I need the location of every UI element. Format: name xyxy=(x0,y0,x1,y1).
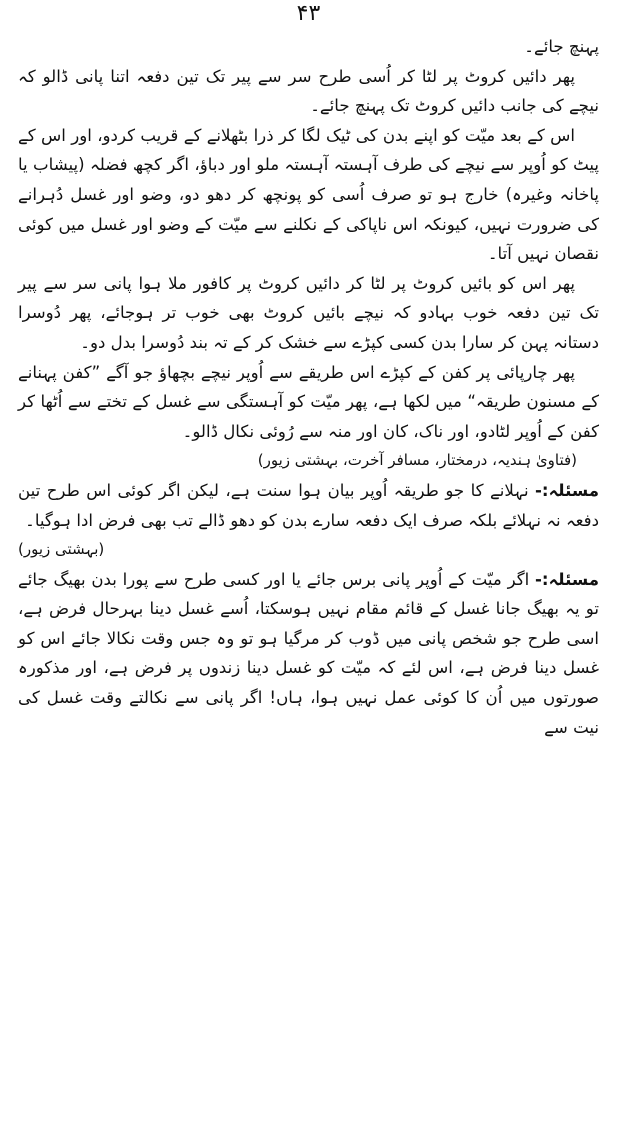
page-body xyxy=(18,32,599,742)
paragraph-1: پہنچ جائے۔ xyxy=(524,37,599,56)
masala-1 xyxy=(18,476,599,565)
paragraph-4: پھر اس کو بائیں کروٹ پر لٹا کر دائیں کروٹ پر کافور ملا ہوا پانی سر سے پیر تک تین دفعہ خوب بہادو کہ نیچے بائیں کروٹ بھی خوب تر ہوجائے، پھر دُوسرا دستانہ پہن کر سارا بدن کسی کپڑے سے خشک کر کے تہ بند دُوسرا بدل دو۔ xyxy=(18,273,599,352)
paragraph-5: پھر چارپائی پر کفن کے کپڑے اس طریقے سے اُوپر نیچے بچھاؤ جو آگے ”کفن پہنانے کے مسنون طریقہ“ میں لکھا ہے، پھر میّت کو آہستگی سے غسل کے تختے سے اُٹھا کر کفن کے اُوپر لٹادو، اور ناک، کان اور منہ سے رُوئی نکال ڈالو۔ xyxy=(18,362,599,441)
masala-2 xyxy=(18,565,599,743)
masala-1-text: نہلانے کا جو طریقہ اُوپر بیان ہوا سنت ہے، لیکن اگر کوئی اس طرح تین دفعہ نہ نہلائے بلکہ صرف ایک دفعہ سارے بدن کو دھو ڈالے تب بھی فرض ادا ہوگیا۔ xyxy=(18,480,599,530)
page-number: ۴۳ xyxy=(296,1,321,26)
masala-1-source: (بہشتی زیور) xyxy=(18,540,105,559)
paragraph-2: پھر دائیں کروٹ پر لٹا کر اُسی طرح سر سے پیر تک تین دفعہ اتنا پانی ڈالو کہ نیچے کی جانب دائیں کروٹ تک پہنچ جائے۔ xyxy=(18,66,599,116)
masala-1-label: مسئلہ:- xyxy=(535,480,599,500)
source-reference-1: (فتاویٰ ہندیہ، درمختار، مسافر آخرت، بہشتی زیور) xyxy=(257,451,577,470)
paragraph-3: اس کے بعد میّت کو اپنے بدن کی ٹیک لگا کر ذرا بٹھلانے کے قریب کردو، اور اس کے پیٹ کو اُوپر سے نیچے کی طرف آہستہ آہستہ ملو اور دباؤ، اگر کچھ فضلہ (پیشاب یا پاخانہ وغیرہ) خارج ہو تو صرف اُسی کو پونچھ کر دھو دو، وضو اور غسل دُہرانے کی ضرورت نہیں، کیونکہ اس ناپاکی کے نکلنے سے میّت کے وضو اور غسل میں کوئی نقصان نہیں آتا۔ xyxy=(18,125,599,264)
masala-2-text: اگر میّت کے اُوپر پانی برس جائے یا اور کسی طرح سے پورا بدن بھیگ جائے تو یہ بھیگ جانا غسل کے قائم مقام نہیں ہوسکتا، اُسے غسل دینا بہرحال فرض ہے، اسی طرح جو شخص پانی میں ڈوب کر مرگیا ہو تو وہ جس وقت نکالا جائے اس کو غسل دینا فرض ہے، اس لئے کہ میّت کو غسل دینا زندوں پر فرض ہے، اور مذکورہ صورتوں میں اُن کا کوئی عمل نہیں ہوا، ہاں! اگر پانی سے نکالتے وقت غسل کی نیت سے xyxy=(18,569,599,737)
masala-2-label: مسئلہ:- xyxy=(535,569,599,589)
